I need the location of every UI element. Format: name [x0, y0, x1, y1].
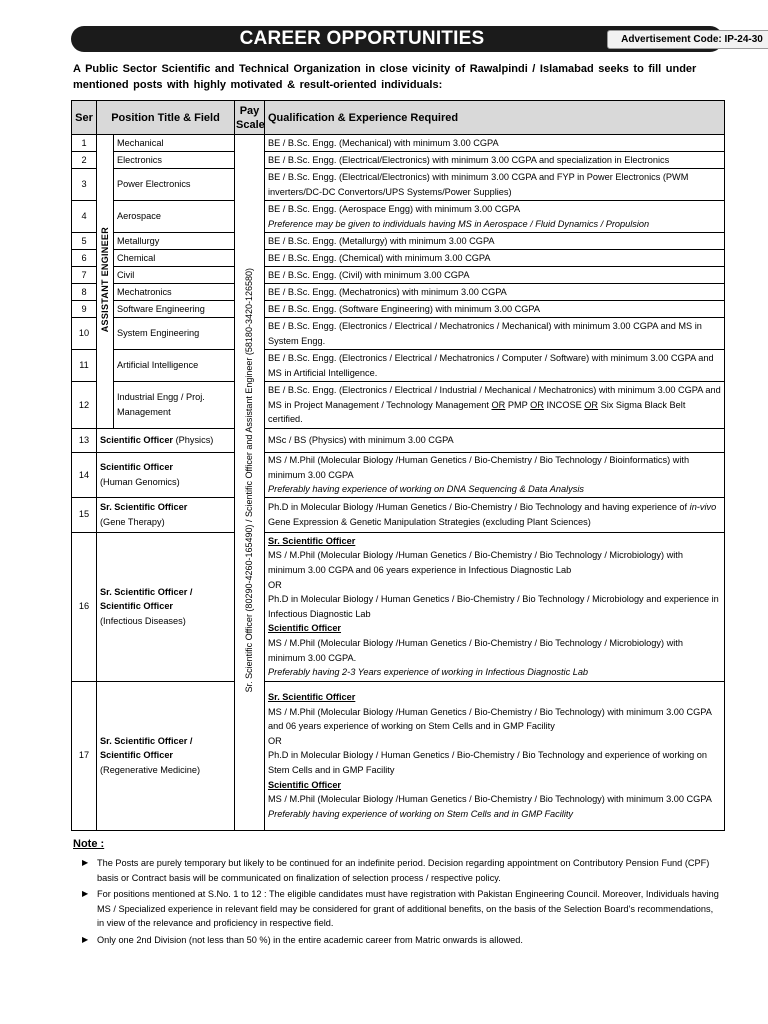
table-row — [72, 169, 725, 201]
row-field: Artificial Intelligence — [114, 350, 235, 382]
row-field: Metallurgy — [114, 233, 235, 250]
table-row — [72, 429, 725, 453]
row-qualification: BE / B.Sc. Engg. (Electronics / Electrical / Industrial / Mechanical / Mechatronics) with minimum 3.00 CGPA and MS in Project Management / Technology Management OR PMP OR INCOSE OR Six Sigma Black Belt certified. — [265, 382, 725, 429]
table-row — [72, 250, 725, 267]
table-row — [72, 301, 725, 318]
row-ser: 15 — [72, 497, 97, 532]
header-qualification: Qualification & Experience Required — [265, 101, 725, 135]
row-qualification: Sr. Scientific Officer MS / M.Phil (Molecular Biology /Human Genetics / Bio-Chemistry / Bio Technology / Microbiology) with minimum 3.00 CGPA and 06 years experience in Infectious Diagnostic Lab OR Ph.D in Molecular Biology / Human Genetics / Bio-Chemistry / Bio Technology / Microbiology and experience in Infectious Diagnostic Lab Scientific Officer MS / M.Phil (Molecular Biology /Human Genetics / Bio-Chemistry / Bio Technology / Microbiology) with minimum 3.00 CGPA. Preferably having 2-3 Years experience of working in Infectious Diagnostic Lab — [265, 532, 725, 681]
row-field: Mechatronics — [114, 284, 235, 301]
row-field: Industrial Engg / Proj. Management — [114, 382, 235, 429]
header-ser: Ser — [72, 101, 97, 135]
table-row — [72, 350, 725, 382]
row-qualification: Sr. Scientific Officer MS / M.Phil (Molecular Biology /Human Genetics / Bio-Chemistry / Bio Technology) with minimum 3.00 CGPA and 06 years experience of working on Stem Cells and in GMP Facility OR Ph.D in Molecular Biology / Human Genetics / Bio-Chemistry / Bio Technology and experience of working on Stem Cells and in GMP Facility Scientific Officer MS / M.Phil (Molecular Biology /Human Genetics / Bio-Chemistry / Bio Technology) with minimum 3.00 CGPA Preferably having experience of working on Stem Cells and in GMP Facility — [265, 681, 725, 830]
row-ser: 16 — [72, 532, 97, 681]
header-position: Position Title & Field — [97, 101, 235, 135]
row-position: Sr. Scientific Officer (Gene Therapy) — [97, 497, 235, 532]
table-row — [72, 453, 725, 498]
header-pay-scale: Pay Scale — [235, 101, 265, 135]
row-field: Software Engineering — [114, 301, 235, 318]
table-header-row — [72, 101, 725, 135]
row-field: Civil — [114, 267, 235, 284]
table-row — [72, 267, 725, 284]
header-banner — [71, 26, 763, 52]
row-position: Sr. Scientific Officer / Scientific Officer (Regenerative Medicine) — [97, 681, 235, 830]
row-ser: 11 — [72, 350, 97, 382]
row-ser: 2 — [72, 152, 97, 169]
row-qualification: BE / B.Sc. Engg. (Electrical/Electronics) with minimum 3.00 CGPA and FYP in Power Electronics (PWM inverters/DC-DC Convertors/UPS Systems/Power Supplies) — [265, 169, 725, 201]
pay-scale-text: Sr. Scientific Officer (80290-4260-165490) / Scientific Officer and Assistant Engineer (58180-3420-126580) — [244, 267, 255, 693]
triangle-bullet-icon: ▶ — [82, 934, 89, 944]
row-qualification: BE / B.Sc. Engg. (Electronics / Electrical / Mechatronics / Computer / Software) with minimum 3.00 CGPA and MS in Artificial Intelligence. — [265, 350, 725, 382]
row-position: Scientific Officer (Physics) — [97, 429, 235, 453]
note-item: ▶ For positions mentioned at S.No. 1 to 12 : The eligible candidates must have registration with Pakistan Engineering Council. Moreover, Individuals having MS / Specialized experience in relevant field may be considered for grant of additional benefits, on the basis of the Selection Board's recommendations, in view of the relevance and proficiency in respective field. — [82, 889, 719, 929]
row-ser: 17 — [72, 681, 97, 830]
row-ser: 4 — [72, 201, 97, 233]
row-ser: 12 — [72, 382, 97, 429]
table-row — [72, 135, 725, 152]
row-qualification: BE / B.Sc. Engg. (Software Engineering) with minimum 3.00 CGPA — [265, 301, 725, 318]
intro-paragraph: A Public Sector Scientific and Technical Organization in close vicinity of Rawalpindi / Islamabad seeks to fill under mentioned posts with highly motivated & result-oriented individuals: — [73, 63, 697, 91]
triangle-bullet-icon: ▶ — [82, 858, 89, 867]
table-row — [72, 382, 725, 429]
row-qualification: MSc / BS (Physics) with minimum 3.00 CGPA — [265, 429, 725, 453]
row-ser: 7 — [72, 267, 97, 284]
row-ser: 10 — [72, 318, 97, 350]
row-ser: 9 — [72, 301, 97, 318]
row-field: Mechanical — [114, 135, 235, 152]
row-ser: 6 — [72, 250, 97, 267]
row-ser: 8 — [72, 284, 97, 301]
table-row — [72, 152, 725, 169]
table-row — [72, 497, 725, 532]
positions-table — [71, 100, 725, 831]
row-qualification: BE / B.Sc. Engg. (Metallurgy) with minimum 3.00 CGPA — [265, 233, 725, 250]
row-qualification: BE / B.Sc. Engg. (Electronics / Electrical / Mechatronics / Mechanical) with minimum 3.00 CGPA and MS in System Engg. — [265, 318, 725, 350]
table-row — [72, 318, 725, 350]
row-field: System Engineering — [114, 318, 235, 350]
table-row — [72, 201, 725, 233]
notes-list — [82, 856, 722, 950]
row-field: Aerospace — [114, 201, 235, 233]
row-field: Electronics — [114, 152, 235, 169]
row-qualification: BE / B.Sc. Engg. (Mechatronics) with minimum 3.00 CGPA — [265, 284, 725, 301]
row-position: Scientific Officer (Human Genomics) — [97, 453, 235, 498]
row-qualification: MS / M.Phil (Molecular Biology /Human Genetics / Bio-Chemistry / Bio Technology / Bioinformatics) with minimum 3.00 CGPA Preferably having experience of working on DNA Sequencing & Data Analysis — [265, 453, 725, 498]
row-position: Sr. Scientific Officer / Scientific Officer (Infectious Diseases) — [97, 532, 235, 681]
row-ser: 5 — [72, 233, 97, 250]
table-row — [72, 681, 725, 830]
row-qualification: BE / B.Sc. Engg. (Electrical/Electronics) with minimum 3.00 CGPA and specialization in Electronics — [265, 152, 725, 169]
note-item: ▶ The Posts are purely temporary but likely to be continued for an indefinite period. Decision regarding appointment on Contributory Pension Fund (CPF) basis or Contract basis will be communicated on finalization of selection process / respective policy. — [82, 858, 710, 883]
page-title: CAREER OPPORTUNITIES — [239, 28, 485, 49]
table-row — [72, 233, 725, 250]
group-label: ASSISTANT ENGINEER — [99, 226, 110, 332]
group-label-cell — [97, 135, 114, 429]
pay-scale-cell — [235, 135, 265, 831]
advertisement-code-badge: Advertisement Code: IP-24-30 — [607, 30, 768, 49]
row-ser: 3 — [72, 169, 97, 201]
row-ser: 1 — [72, 135, 97, 152]
row-field: Chemical — [114, 250, 235, 267]
row-qualification: BE / B.Sc. Engg. (Civil) with minimum 3.00 CGPA — [265, 267, 725, 284]
triangle-bullet-icon: ▶ — [82, 889, 89, 899]
row-ser: 13 — [72, 429, 97, 453]
table-row — [72, 532, 725, 681]
notes-heading: Note : — [73, 838, 105, 850]
note-item: ▶ Only one 2nd Division (not less than 50 %) in the entire academic career from Matric onwards is allowed. — [82, 933, 722, 948]
row-ser: 14 — [72, 453, 97, 498]
row-qualification: BE / B.Sc. Engg. (Aerospace Engg) with minimum 3.00 CGPA Preference may be given to individuals having MS in Aerospace / Fluid Dynamics / Propulsion — [265, 201, 725, 233]
row-qualification: Ph.D in Molecular Biology /Human Genetics / Bio-Chemistry / Bio Technology and having experience of in-vivo Gene Expression & Genetic Manipulation Strategies (excluding Plant Sciences) — [265, 497, 725, 532]
row-qualification: BE / B.Sc. Engg. (Chemical) with minimum 3.00 CGPA — [265, 250, 725, 267]
table-row — [72, 284, 725, 301]
row-qualification: BE / B.Sc. Engg. (Mechanical) with minimum 3.00 CGPA — [265, 135, 725, 152]
row-field: Power Electronics — [114, 169, 235, 201]
